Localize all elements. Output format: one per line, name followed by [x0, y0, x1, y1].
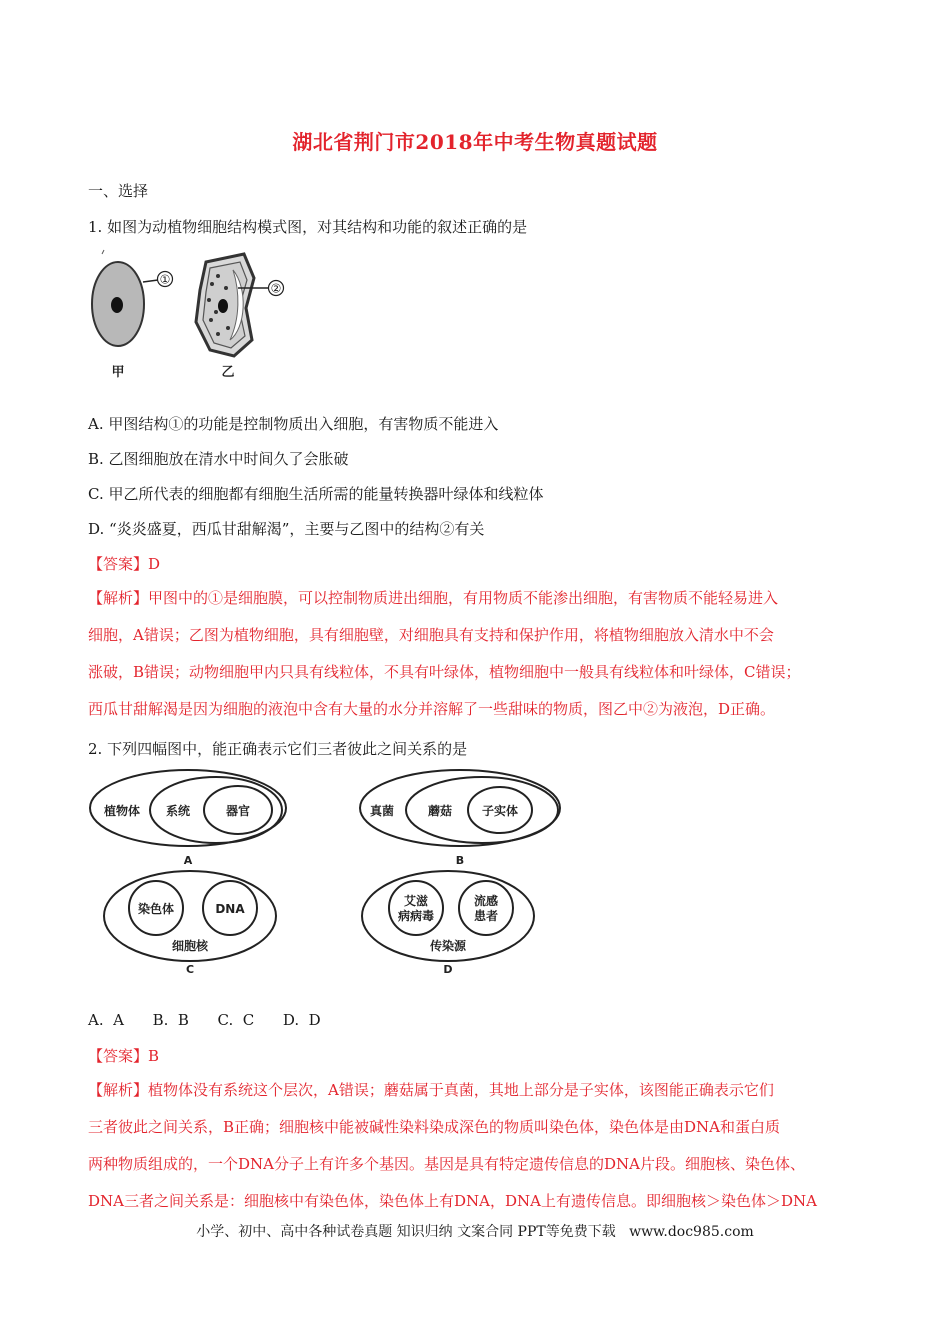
- q1-analysis-line: 【解析】甲图中的①是细胞膜，可以控制物质进出细胞，有用物质不能渗出细胞，有害物质不能轻易进入: [88, 589, 779, 607]
- diagram-c-left-label: 染色体: [137, 902, 175, 916]
- label-2: ②: [270, 281, 282, 296]
- diagram-d-right-label-1: 流感: [473, 894, 499, 908]
- chloroplast-dot: [210, 282, 214, 286]
- q1-option-b: B. 乙图细胞放在清水中时间久了会胀破: [88, 450, 349, 468]
- diagram-a-outer-label: 植物体: [103, 804, 141, 818]
- relationship-diagrams: [86, 768, 596, 984]
- diagram-d-right-label-2: 患者: [473, 909, 499, 923]
- diagram-b-inner-label: 子实体: [481, 804, 519, 818]
- q2-analysis: [88, 1072, 878, 1220]
- diagram-b-middle-label: 蘑菇: [427, 804, 453, 818]
- diagram-a-caption: A: [183, 854, 193, 867]
- chloroplast-dot: [214, 310, 218, 314]
- chloroplast-dot: [224, 286, 228, 290]
- q1-option-c: C. 甲乙所代表的细胞都有细胞生活所需的能量转换器叶绿体和线粒体: [88, 485, 544, 503]
- q2-analysis-line: DNA三者之间关系是：细胞核中有染色体，染色体上有DNA，DNA上有遗传信息。即细胞核＞染色体＞DNA: [88, 1192, 817, 1210]
- diagram-d-left-label-2: 病病毒: [397, 909, 435, 923]
- q1-answer: 【答案】D: [88, 555, 161, 573]
- q2-answer: 【答案】B: [88, 1047, 160, 1065]
- stray-tick: [102, 250, 104, 254]
- q1-analysis-line: 西瓜甘甜解渴是因为细胞的液泡中含有大量的水分并溶解了一些甜味的物质，图乙中②为液泡，D正确。: [88, 700, 776, 718]
- chloroplast-dot: [216, 274, 220, 278]
- q1-analysis: [88, 580, 878, 728]
- chloroplast-dot: [209, 318, 213, 322]
- label-1: ①: [159, 272, 171, 287]
- diagram-d-caption: D: [443, 963, 453, 976]
- diagram-c-outer-label: 细胞核: [171, 939, 209, 953]
- page-footer: 小学、初中、高中各种试卷真题 知识归纳 文案合同 PPT等免费下载 www.doc985.com: [196, 1224, 754, 1240]
- chloroplast-dot: [207, 298, 211, 302]
- diagram-b-caption: B: [455, 854, 465, 867]
- diagram-c-right-label: DNA: [215, 902, 245, 916]
- q2-stem: 2. 下列四幅图中，能正确表示它们三者彼此之间关系的是: [88, 740, 468, 758]
- q2-analysis-line: 三者彼此之间关系，B正确；细胞核中能被碱性染料染成深色的物质叫染色体，染色体是由DNA和蛋白质: [88, 1118, 781, 1136]
- diagram-b-outer-label: 真菌: [369, 804, 395, 818]
- animal-nucleus: [111, 297, 123, 313]
- diagram-a-inner-label: 器官: [225, 804, 251, 818]
- caption-yi: 乙: [221, 365, 235, 380]
- section-heading: 一、选择: [88, 182, 149, 200]
- pointer-line-1: [143, 280, 158, 282]
- diagram-d-left-label-1: 艾滋: [403, 894, 429, 908]
- caption-jia: 甲: [111, 365, 125, 380]
- q2-analysis-line: 【解析】植物体没有系统这个层次，A错误；蘑菇属于真菌，其地上部分是子实体，该图能正确表示它们: [88, 1081, 774, 1099]
- cell-structure-figure: [88, 248, 308, 384]
- diagram-d-outer-label: 传染源: [429, 939, 467, 953]
- plant-nucleus: [218, 299, 228, 313]
- diagram-d-left: [389, 881, 443, 935]
- chloroplast-dot: [226, 326, 230, 330]
- q2-analysis-line: 两种物质组成的，一个DNA分子上有许多个基因。基因是具有特定遗传信息的DNA片段。细胞核、染色体、: [88, 1155, 805, 1173]
- q1-stem: 1. 如图为动植物细胞结构模式图，对其结构和功能的叙述正确的是: [88, 218, 528, 236]
- q1-analysis-line: 细胞，A错误；乙图为植物细胞，具有细胞壁，对细胞具有支持和保护作用，将植物细胞放入清水中不会: [88, 626, 774, 644]
- diagram-d-right: [459, 881, 513, 935]
- q1-option-d: D. “炎炎盛夏，西瓜甘甜解渴”，主要与乙图中的结构②有关: [88, 520, 485, 538]
- q2-options: A. A B. B C. C D. D: [88, 1011, 321, 1029]
- chloroplast-dot: [216, 332, 220, 336]
- diagram-a-middle-label: 系统: [165, 804, 191, 818]
- diagram-c-caption: C: [185, 963, 195, 976]
- q1-analysis-line: 涨破，B错误；动物细胞甲内只具有线粒体，不具有叶绿体，植物细胞中一般具有线粒体和叶绿体，C错误；: [88, 663, 801, 681]
- page-title: 湖北省荆门市2018年中考生物真题试题: [292, 130, 658, 154]
- q1-option-a: A. 甲图结构①的功能是控制物质出入细胞，有害物质不能进入: [88, 415, 499, 433]
